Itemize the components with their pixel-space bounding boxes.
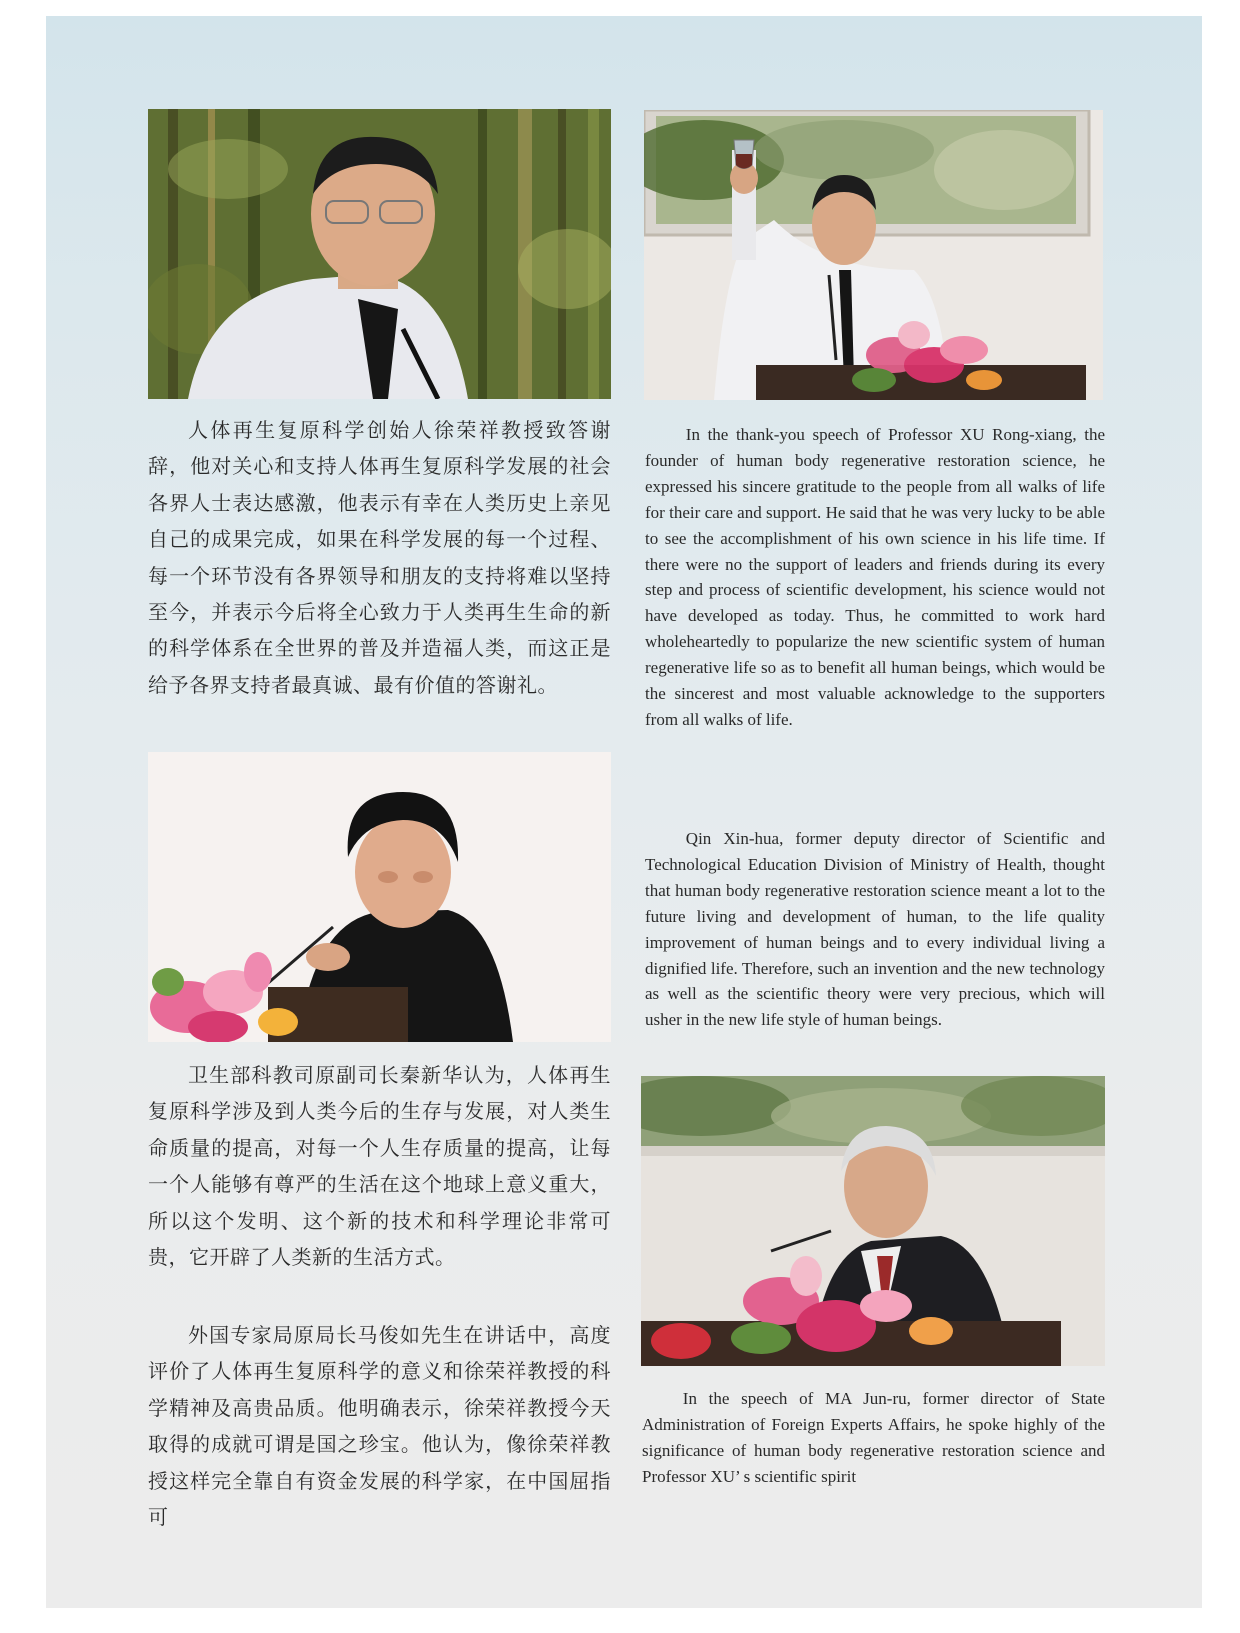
paragraph-en-qin-xinhua: Qin Xin-hua, former deputy director of Scientific and Technological Education Division of Ministry of Health, thought that human body regenerative restoration science meant a lot to the future living and development of human, to the life quality improvement of human beings and to every individual living a dignified life. Therefore, such an invention and the new technology as well as the scientific theory were very precious, which will usher in the new life style of human beings.	[645, 829, 1105, 1030]
paragraph-zh-ma-junru: 外国专家局原局长马俊如先生在讲话中，高度评价了人体再生复原科学的意义和徐荣祥教授的科学精神及高贵品质。他明确表示，徐荣祥教授今天取得的成就可谓是国之珍宝。他认为，像徐荣祥教授这样完全靠自有资金发展的科学家，在中国屈指可	[148, 1323, 611, 1530]
photo-professor-xu-toast-image	[644, 110, 1103, 400]
photo-ma-junru-speaking-image	[641, 1076, 1105, 1366]
paragraph-zh-qin-xinhua: 卫生部科教司原副司长秦新华认为，人体再生复原科学涉及到人类今后的生存与发展，对人类生命质量的提高，对每一个人生存质量的提高，让每一个人能够有尊严的生活在这个地球上意义重大，所以这个发明、这个新的技术和科学理论非常可贵，它开辟了人类新的生活方式。	[148, 1063, 611, 1270]
photo-professor-xu-speaking-image	[148, 109, 611, 399]
photo-professor-xu-toast	[644, 110, 1103, 400]
paragraph-en-ma-junru: In the speech of MA Jun-ru, former director of State Administration of Foreign Experts Affairs, he spoke highly of the significance of human body regenerative restoration science and Professor XU’ s scientific spirit	[642, 1389, 1105, 1486]
photo-qin-xinhua-speaking	[148, 752, 611, 1042]
paragraph-en-thanks-speech: In the thank-you speech of Professor XU Rong-xiang, the founder of human body regenerative restoration science, he expressed his sincere gratitude to the people from all walks of life for their care and support. He said that he was very lucky to be able to see the accomplishment of his own science in his life time. If there were no the support of leaders and friends during its every step and process of scientific development, his science would not have developed as today. Thus, he committed to work hard wholeheartedly to popularize the new scientific system of human regenerative life so as to benefit all human beings, which would be the sincerest and most valuable acknowledge to the supporters from all walks of life.	[645, 425, 1105, 729]
photo-ma-junru-speaking	[641, 1076, 1105, 1366]
photo-professor-xu-speaking	[148, 109, 611, 399]
photo-qin-xinhua-speaking-image	[148, 752, 611, 1042]
paragraph-zh-thanks-speech: 人体再生复原科学创始人徐荣祥教授致答谢辞，他对关心和支持人体再生复原科学发展的社会各界人士表达感激，他表示有幸在人类历史上亲见自己的成果完成，如果在科学发展的每一个过程、每一个环节没有各界领导和朋友的支持将难以坚持至今，并表示今后将全心致力于人类再生生命的新的科学体系在全世界的普及并造福人类，而这正是给予各界支持者最真诚、最有价值的答谢礼。	[148, 418, 611, 697]
